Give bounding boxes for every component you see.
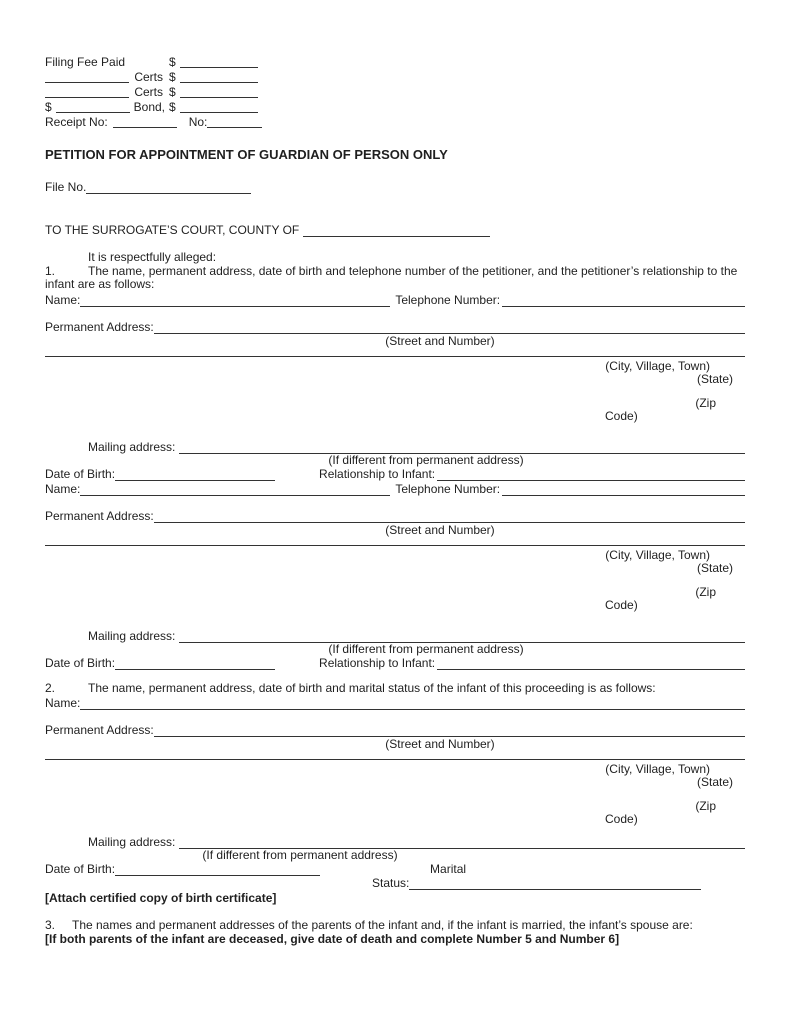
mailing-caption: (If different from permanent address) [328, 641, 524, 656]
certs-count-line [45, 81, 129, 83]
certs-label: Certs [134, 85, 163, 99]
dollar-sign: $ [169, 70, 176, 84]
city-caption: (City, Village, Town) [605, 762, 710, 776]
zip-caption: (Zip [695, 584, 716, 599]
dob-label: Date of Birth: [45, 862, 116, 876]
city-state-line [45, 356, 745, 357]
paragraph-3 [45, 919, 745, 933]
dob-relationship-row [45, 656, 745, 670]
fee-block [45, 55, 258, 130]
state-caption: (State) [696, 371, 733, 386]
court-label: TO THE SURROGATE’S COURT, COUNTY OF [45, 223, 303, 237]
permanent-address-label: Permanent Address: [45, 723, 154, 737]
telephone-label: Telephone Number: [395, 481, 501, 496]
court-row [45, 223, 745, 237]
marital-label: Marital [430, 862, 467, 876]
telephone-label: Telephone Number: [395, 292, 501, 307]
dollar-sign: $ [45, 100, 52, 114]
bond-label: Bond, [133, 100, 165, 114]
relationship-line [437, 668, 745, 670]
paragraph-2-text: The name, permanent address, date of birth and marital status of the infant of this proceeding is as follows: [88, 680, 656, 695]
certs-label: Certs [134, 70, 163, 84]
zip-code-caption: Code) [605, 597, 638, 612]
name-row [45, 482, 745, 496]
name-row [45, 696, 745, 710]
no-line [207, 126, 262, 128]
paragraph-1-text: The name, permanent address, date of birth and telephone number of the petitioner, and the petitioner’s relationship to the infant are as follows: [45, 263, 738, 291]
petitioner-block-2 [45, 482, 745, 670]
dob-label: Date of Birth: [45, 655, 116, 670]
mailing-caption: (If different from permanent address) [202, 848, 398, 862]
paragraph-3-bold-note: [If both parents of the infant are deceased, give date of death and complete Number 5 and Number 6] [45, 931, 620, 946]
state-caption: (State) [696, 775, 733, 789]
receipt-no-line [113, 126, 177, 128]
name-line [80, 708, 745, 710]
bond-amount-line [56, 111, 130, 113]
dob-line [115, 479, 275, 481]
fee-row-receipt [45, 115, 258, 130]
status-label: Status: [372, 876, 410, 890]
name-label: Name: [45, 292, 81, 307]
permanent-address-row [45, 509, 745, 523]
attach-birth-certificate-note: [Attach certified copy of birth certificate] [45, 891, 277, 905]
dollar-sign: $ [169, 55, 176, 69]
mailing-address-label: Mailing address: [88, 628, 179, 643]
paragraph-2 [45, 682, 745, 696]
paragraph-2-number: 2. [45, 680, 56, 695]
name-line [80, 305, 390, 307]
fee-row-certs-2 [45, 85, 258, 100]
certs-amount-line [180, 81, 258, 83]
mailing-caption: (If different from permanent address) [328, 452, 524, 467]
no-label: No: [188, 115, 208, 129]
filing-fee-label: Filing Fee Paid [45, 55, 126, 69]
relationship-label: Relationship to Infant: [319, 655, 436, 670]
zip-caption: (Zip [695, 395, 716, 410]
filing-fee-amount-line [180, 66, 258, 68]
status-line [409, 888, 701, 890]
permanent-address-row [45, 723, 745, 737]
zip-code-caption: Code) [605, 812, 638, 826]
name-row [45, 293, 745, 307]
file-no-label: File No. [45, 180, 87, 194]
certs-count-line [45, 96, 129, 98]
paragraph-1 [45, 265, 745, 292]
fee-row-certs-1 [45, 70, 258, 85]
city-caption: (City, Village, Town) [605, 358, 710, 373]
mailing-address-row [88, 629, 745, 643]
mailing-address-row [88, 835, 745, 849]
paragraph-1-number: 1. [45, 263, 56, 278]
relationship-line [437, 479, 745, 481]
city-state-line [45, 759, 745, 760]
street-caption: (Street and Number) [385, 522, 495, 537]
receipt-no-label: Receipt No: [45, 115, 108, 129]
dob-relationship-row [45, 467, 745, 481]
street-caption: (Street and Number) [385, 737, 495, 751]
state-caption: (State) [696, 560, 733, 575]
paragraph-3-text: The names and permanent addresses of the parents of the infant and, if the infant is married, the infant’s spouse are: [72, 918, 693, 932]
street-caption: (Street and Number) [385, 333, 495, 348]
alleged-text: It is respectfully alleged: [88, 250, 217, 264]
bond-amount-line-2 [180, 111, 258, 113]
relationship-label: Relationship to Infant: [319, 466, 436, 481]
petitioner-block-1 [45, 293, 745, 481]
name-label: Name: [45, 481, 81, 496]
form-title: PETITION FOR APPOINTMENT OF GUARDIAN OF PERSON ONLY [45, 147, 448, 162]
telephone-line [502, 305, 745, 307]
paragraph-3-number: 3. [45, 918, 56, 932]
certs-amount-line [180, 96, 258, 98]
dollar-sign: $ [169, 100, 176, 114]
telephone-line [502, 494, 745, 496]
mailing-address-label: Mailing address: [88, 439, 179, 454]
file-no-line [86, 192, 251, 194]
city-state-line [45, 545, 745, 546]
dob-line [115, 874, 320, 876]
dollar-sign: $ [169, 85, 176, 99]
permanent-address-row [45, 320, 745, 334]
permanent-address-label: Permanent Address: [45, 319, 154, 334]
fee-row-filing [45, 55, 258, 70]
zip-code-caption: Code) [605, 408, 638, 423]
mailing-address-row [88, 440, 745, 454]
city-caption: (City, Village, Town) [605, 547, 710, 562]
dob-label: Date of Birth: [45, 466, 116, 481]
infant-block [45, 696, 745, 890]
county-line [303, 235, 490, 237]
permanent-address-label: Permanent Address: [45, 508, 154, 523]
file-no-row [45, 180, 745, 194]
name-label: Name: [45, 696, 81, 710]
dob-line [115, 668, 275, 670]
zip-caption: (Zip [695, 799, 716, 813]
marital-status-row [372, 876, 701, 890]
name-line [80, 494, 390, 496]
fee-row-bond [45, 100, 258, 115]
dob-marital-row [45, 862, 745, 876]
mailing-address-label: Mailing address: [88, 835, 179, 849]
